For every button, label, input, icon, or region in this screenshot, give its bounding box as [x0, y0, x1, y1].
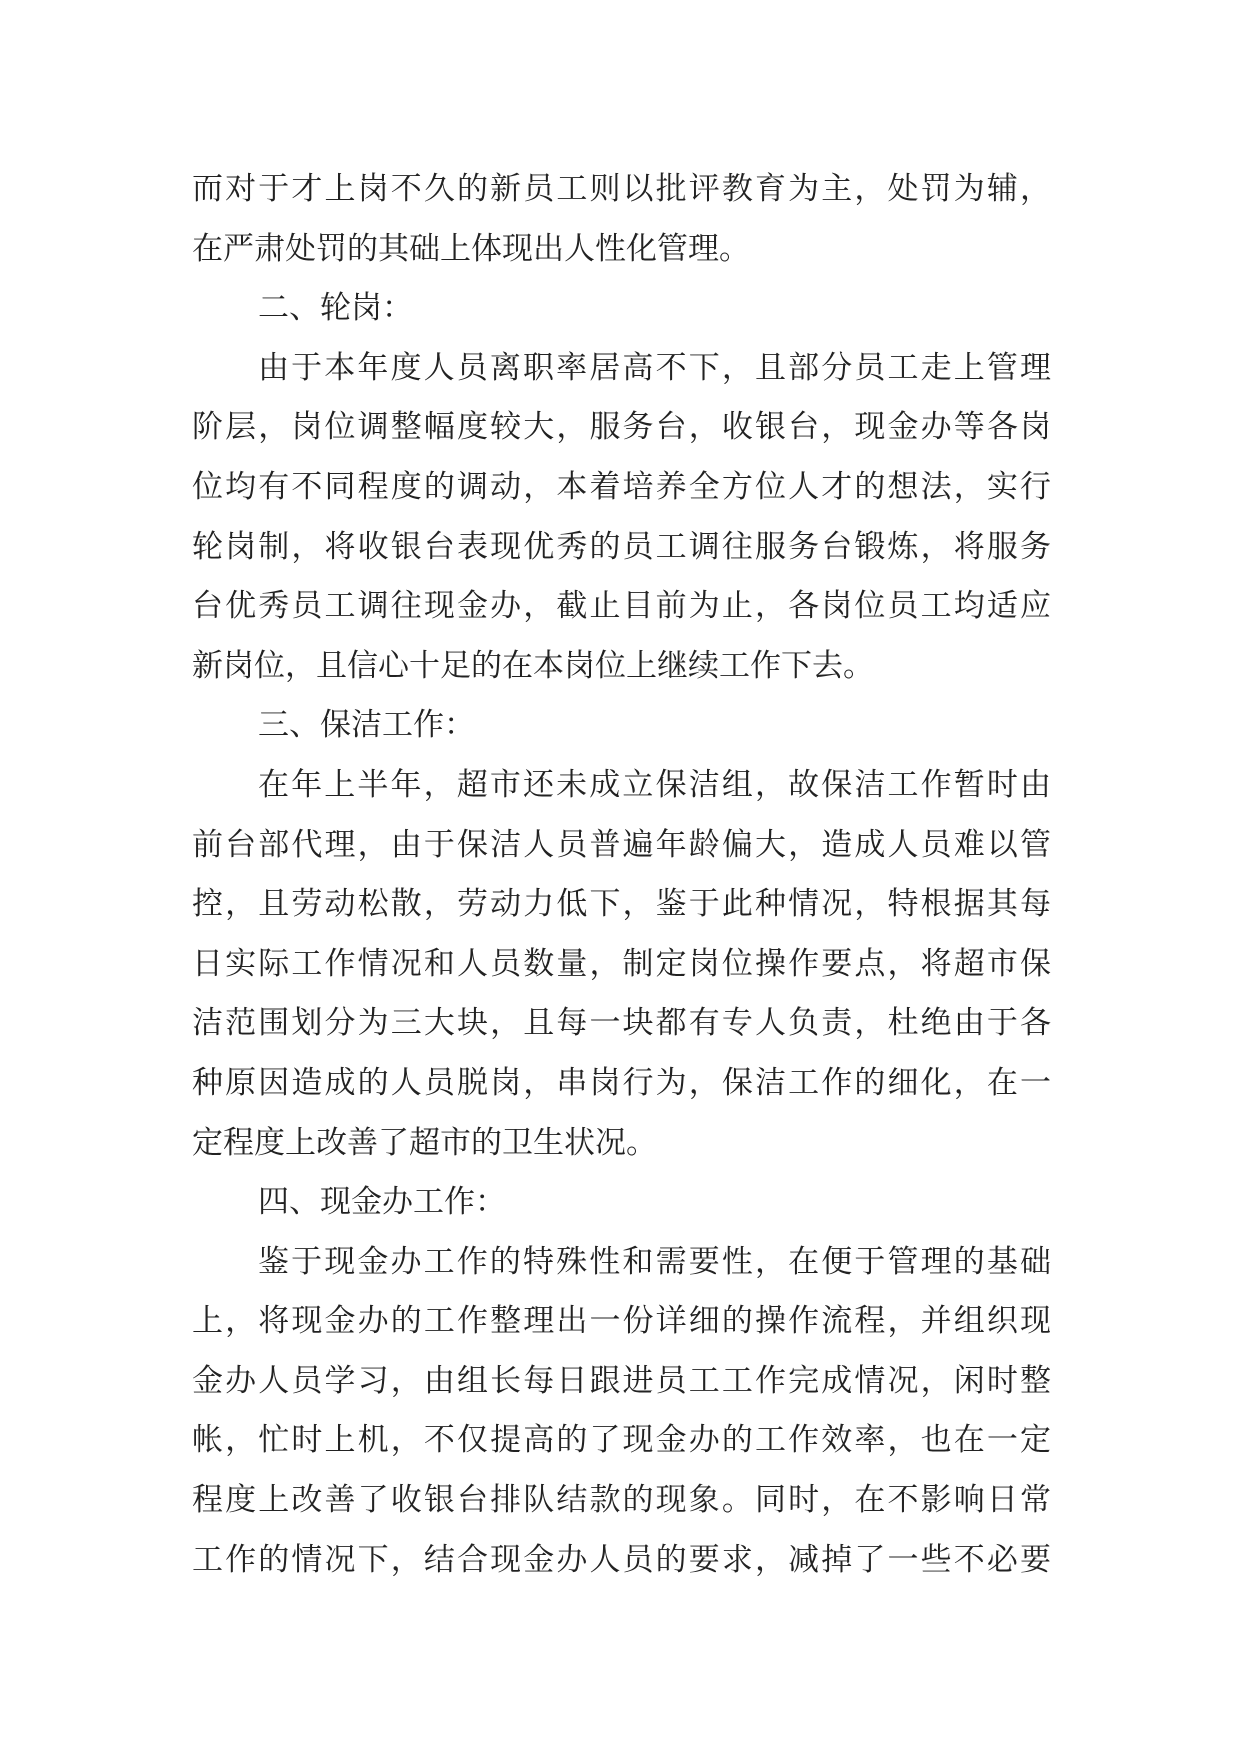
paragraph [192, 756, 1051, 1173]
section-heading [192, 696, 1051, 756]
text-line: 程度上改善了收银台排队结款的现象。同时，在不影响日常 [192, 1482, 1051, 1519]
text-line: 前台部代理，由于保洁人员普遍年龄偏大，造成人员难以管 [192, 826, 1051, 863]
text-line: 鉴于现金办工作的特殊性和需要性，在便于管理的基础 [258, 1243, 1051, 1280]
text-line: 种原因造成的人员脱岗，串岗行为，保洁工作的细化，在一 [192, 1064, 1051, 1101]
paragraph [192, 160, 1051, 279]
text-line: 日实际工作情况和人员数量，制定岗位操作要点，将超市保 [192, 945, 1051, 982]
text-line: 金办人员学习，由组长每日跟进员工工作完成情况，闲时整 [192, 1362, 1051, 1399]
text-line: 帐，忙时上机，不仅提高的了现金办的工作效率，也在一定 [192, 1422, 1051, 1459]
paragraph [192, 1233, 1051, 1591]
heading-text: 四、现金办工作： [258, 1184, 506, 1221]
section-heading [192, 279, 1051, 339]
paragraph [192, 339, 1051, 697]
text-line: 控，且劳动松散，劳动力低下，鉴于此种情况，特根据其每 [192, 886, 1051, 923]
text-line: 在严肃处罚的其础上体现出人性化管理。 [192, 230, 750, 267]
text-line: 在年上半年，超市还未成立保洁组，故保洁工作暂时由 [258, 766, 1051, 803]
text-line: 而对于才上岗不久的新员工则以批评教育为主，处罚为辅， [192, 171, 1051, 207]
text-line: 由于本年度人员离职率居高不下，且部分员工走上管理 [258, 349, 1051, 386]
text-line: 轮岗制，将收银台表现优秀的员工调往服务台锻炼，将服务 [192, 528, 1051, 565]
section-heading [192, 1173, 1051, 1233]
text-line: 洁范围划分为三大块，且每一块都有专人负责，杜绝由于各 [192, 1005, 1051, 1042]
text-line: 台优秀员工调往现金办，截止目前为止，各岗位员工均适应 [192, 588, 1051, 625]
text-line: 阶层，岗位调整幅度较大，服务台，收银台，现金办等各岗 [192, 409, 1051, 446]
text-line: 上，将现金办的工作整理出一份详细的操作流程，并组织现 [192, 1303, 1051, 1340]
text-line: 工作的情况下，结合现金办人员的要求，减掉了一些不必要 [192, 1541, 1051, 1578]
heading-text: 三、保洁工作： [258, 707, 475, 744]
document-body-text [192, 160, 1051, 1590]
text-line: 定程度上改善了超市的卫生状况。 [192, 1124, 657, 1161]
text-line: 位均有不同程度的调动，本着培养全方位人才的想法，实行 [192, 468, 1051, 505]
heading-text: 二、轮岗： [258, 290, 413, 327]
text-line: 新岗位，且信心十足的在本岗位上继续工作下去。 [192, 647, 874, 684]
